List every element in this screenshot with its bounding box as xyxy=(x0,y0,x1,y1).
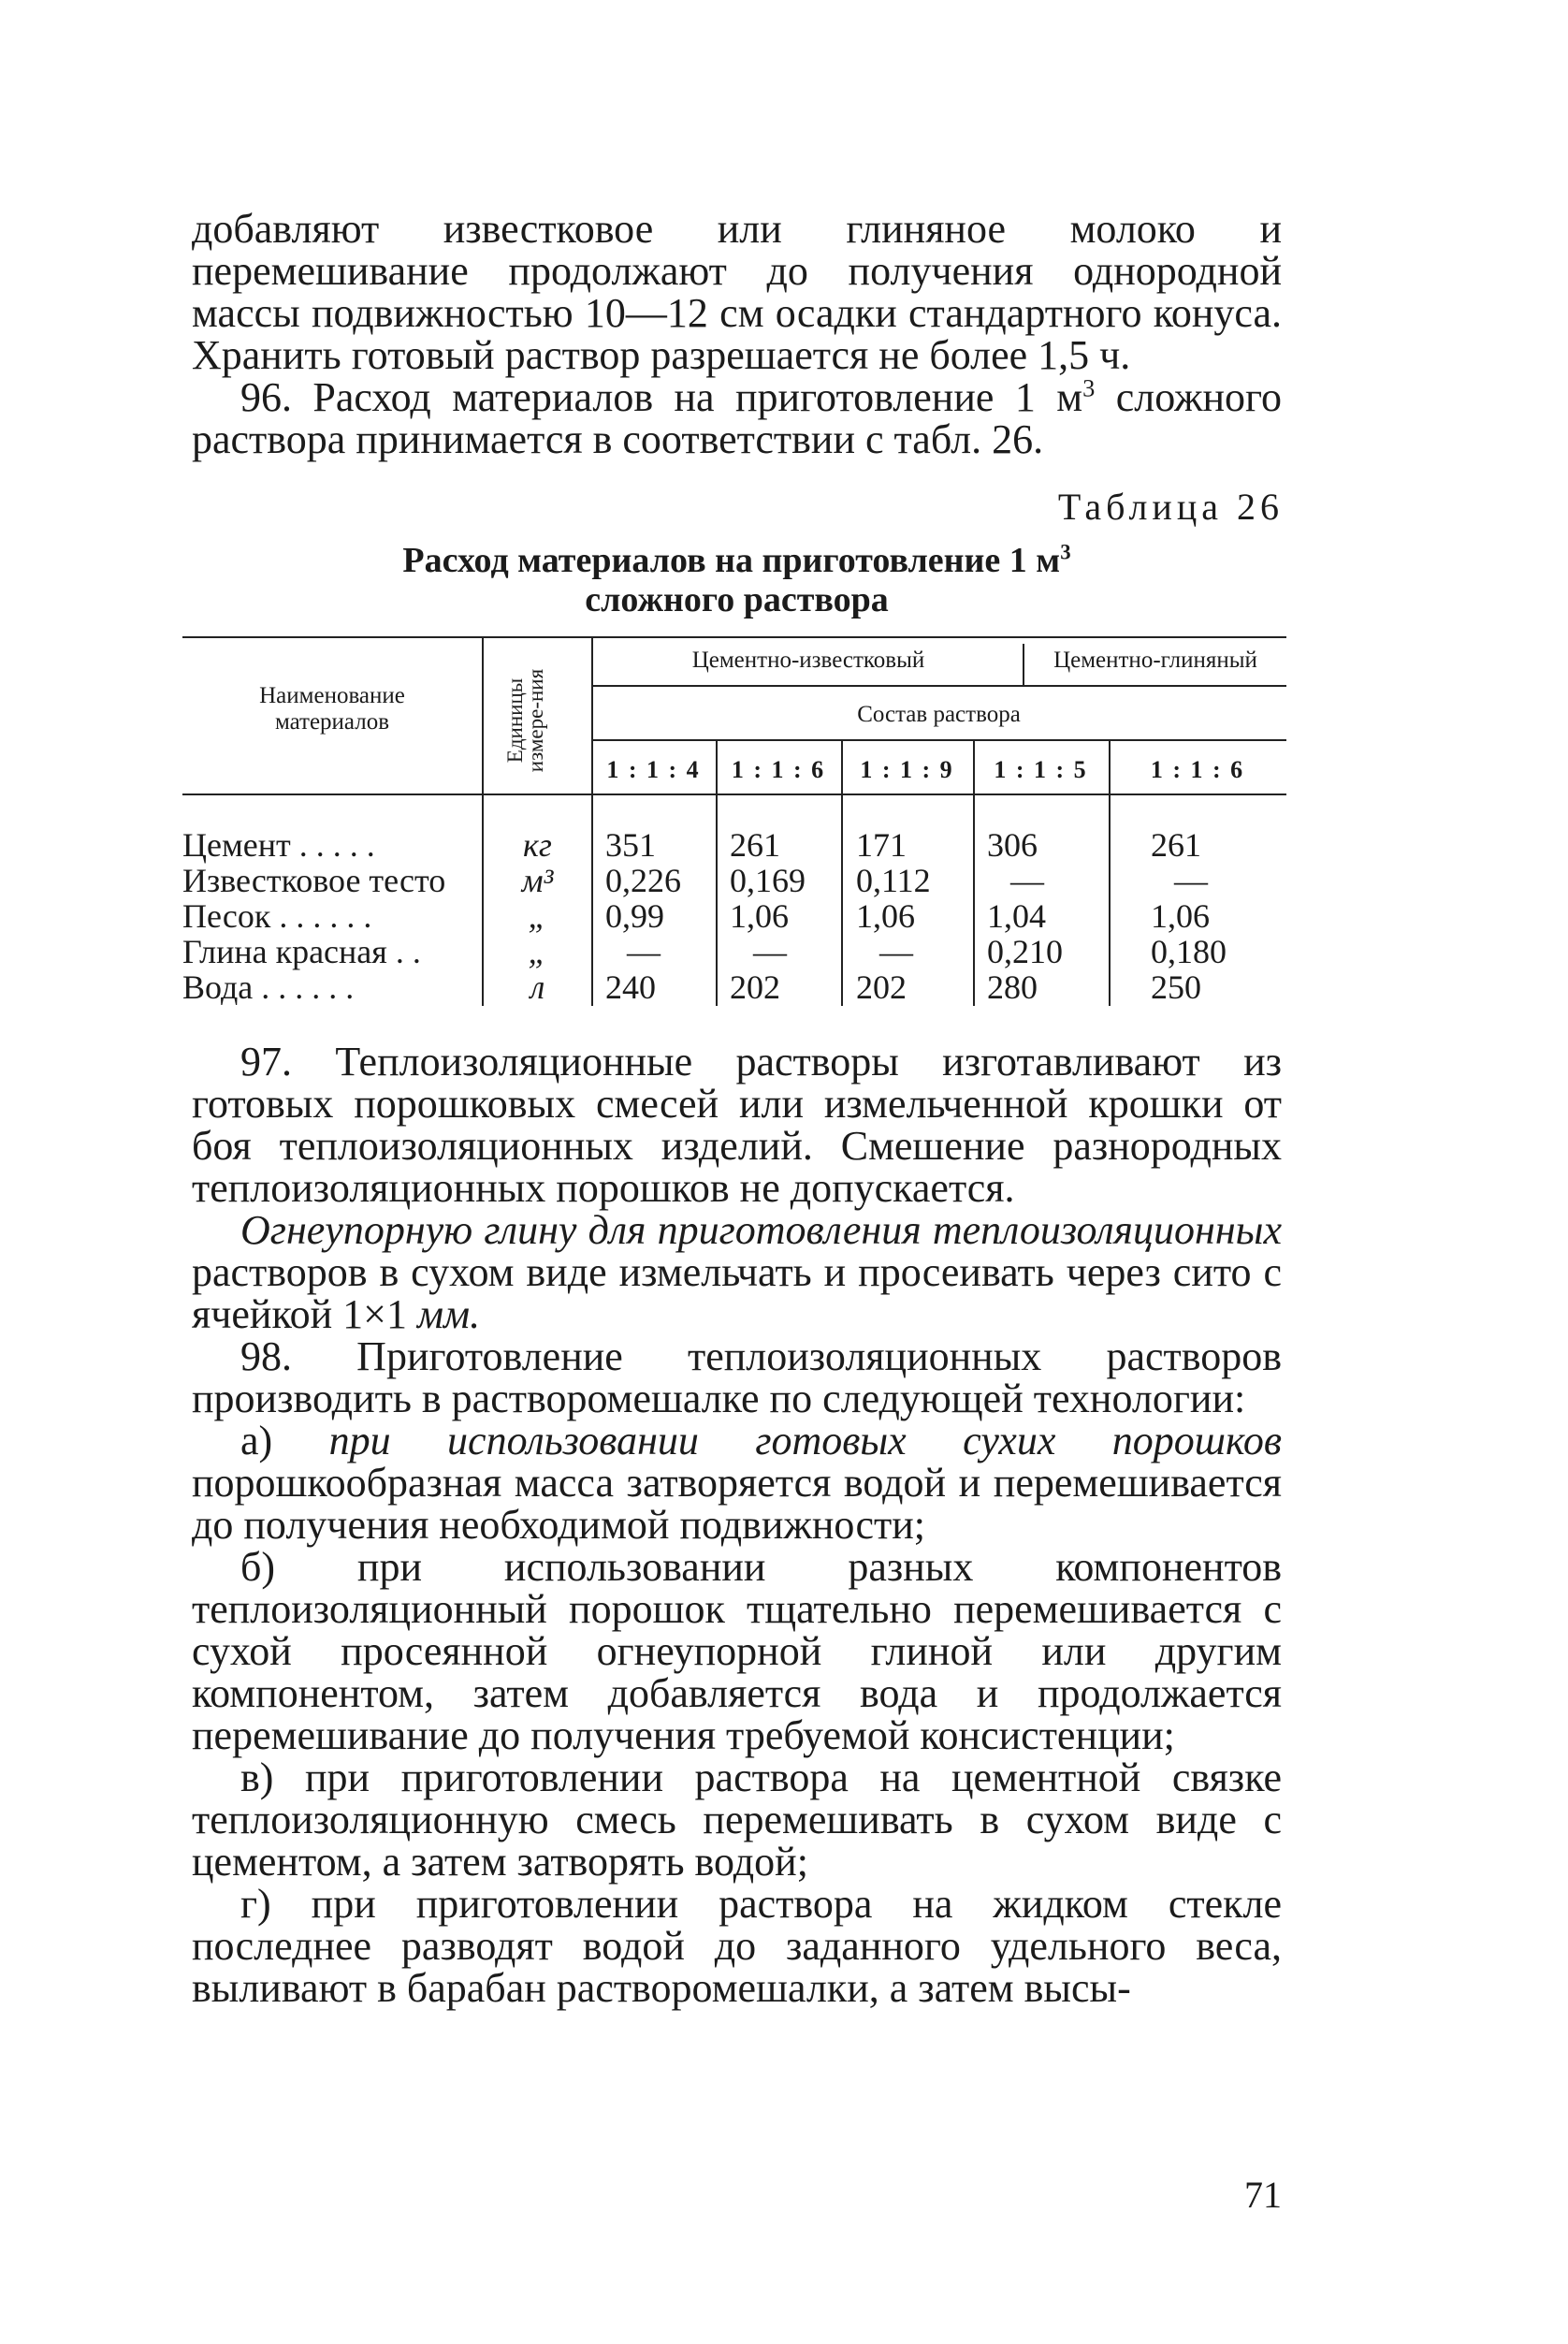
table-cell-name: Цемент . . . . . xyxy=(182,826,375,864)
table-cell: 0,226 xyxy=(605,862,681,899)
table-cell: 1,06 xyxy=(856,897,915,935)
table-cell-unit: „ xyxy=(528,897,547,935)
header-group-cement-lime: Цементно-известковый xyxy=(691,648,925,673)
header-ratio: 1 : 1 : 6 xyxy=(731,756,826,783)
table-cell: 171 xyxy=(856,826,907,864)
header-ratio: 1 : 1 : 5 xyxy=(994,756,1088,783)
table-cell: 250 xyxy=(1151,968,1201,1006)
header-ratio: 1 : 1 : 6 xyxy=(1150,756,1245,783)
table-header-bottom-rule xyxy=(182,793,1286,795)
table-cell-unit: м³ xyxy=(521,862,554,899)
page-number: 71 xyxy=(1244,2174,1282,2216)
table-cell: — xyxy=(879,933,913,970)
table-cell-name: Вода . . . . . . xyxy=(182,968,355,1006)
table-caption-number: Таблица 26 xyxy=(1057,486,1284,528)
table-cell: 0,180 xyxy=(1151,933,1227,970)
materials-table xyxy=(182,636,1286,1011)
paragraph-96: 96. Расход материалов на приготовление 1 $м^3$ сложного раствора принимается в соответствии с табл. 26. xyxy=(192,373,1282,462)
header-unit: Единицы измере-ния xyxy=(503,668,547,773)
table-cell: 261 xyxy=(730,826,780,864)
table-composition-rule xyxy=(591,739,1286,741)
table-cell: 0,169 xyxy=(730,862,806,899)
table-cell: 351 xyxy=(605,826,656,864)
header-group-cement-clay: Цементно-глиняный xyxy=(1053,648,1257,673)
list-item-v: в) при приготовлении раствора на цементной связке теплоизоляционную смесь перемешивать в сухом виде с цементом, а затем затворять водой; xyxy=(192,1754,1282,1885)
table-cell: — xyxy=(627,933,661,970)
table-cell-unit: л xyxy=(530,968,545,1006)
header-composition: Состав раствора xyxy=(857,702,1021,727)
paragraph-98: 98. Приготовление теплоизоляционных растворов производить в растворомешалке по следующей технологии: xyxy=(192,1333,1282,1421)
header-ratio: 1 : 1 : 4 xyxy=(606,756,701,783)
table-vline xyxy=(591,636,593,1006)
table-cell-unit: „ xyxy=(528,933,547,970)
table-cell-name: Известковое тесто xyxy=(182,862,446,899)
table-cell: 1,06 xyxy=(730,897,789,935)
table-cell: 0,210 xyxy=(987,933,1063,970)
header-ratio: 1 : 1 : 9 xyxy=(860,756,954,783)
list-item-g: г) при приготовлении раствора на жидком стекле последнее разводят водой до заданного удельного веса, выливают в барабан растворомешалки, а затем высы- xyxy=(192,1881,1282,2011)
list-item-a: а) при использовании готовых сухих порошков порошкообразная масса затворяется водой и перемешивается до получения необходимой подвижности; xyxy=(192,1418,1282,1548)
table-title: Расход материалов на приготовление 1 $м^3$ сложного раствора xyxy=(402,540,1071,619)
table-cell: 280 xyxy=(987,968,1038,1006)
paragraph-97-clay: Огнеупорную глину для приготовления теплоизоляционных растворов в сухом виде измельчать и просеивать через сито с ячейкой 1×1 мм. xyxy=(192,1207,1282,1337)
table-cell-unit: кг xyxy=(523,826,552,864)
table-cell: 261 xyxy=(1151,826,1201,864)
table-cell: 306 xyxy=(987,826,1038,864)
list-item-b: б) при использовании разных компонентов теплоизоляционный порошок тщательно перемешивается с сухой просеянной огнеупорной глиной или другим компонентом, затем добавляется вода и продолжается перемешивание до получения требуемой консистенции; xyxy=(192,1544,1282,1758)
table-cell-name: Песок . . . . . . xyxy=(182,897,372,935)
paragraph-continuation: добавляют известковое или глиняное молоко и перемешивание продолжают до получения однородной массы подвижностью 10—12 см осадки стандартного конуса. Хранить готовый раствор разрешается не более 1,5 ч. xyxy=(192,206,1282,378)
table-cell: 1,06 xyxy=(1151,897,1210,935)
table-cell: — xyxy=(1174,862,1208,899)
table-cell: 0,99 xyxy=(605,897,664,935)
table-cell: 0,112 xyxy=(856,862,931,899)
paragraph-97: 97. Теплоизоляционные растворы изготавливают из готовых порошковых смесей или измельченной крошки от боя теплоизоляционных изделий. Смешение разнородных теплоизоляционных порошков не допускается. xyxy=(192,1039,1282,1211)
table-cell: — xyxy=(753,933,787,970)
table-cell: 240 xyxy=(605,968,656,1006)
table-cell: 202 xyxy=(730,968,780,1006)
table-cell: — xyxy=(1010,862,1044,899)
table-cell: 1,04 xyxy=(987,897,1046,935)
table-top-rule xyxy=(182,636,1286,638)
header-material-name: Наименование материалов xyxy=(259,683,405,735)
table-cell-name: Глина красная . . xyxy=(182,933,421,970)
table-cell: 202 xyxy=(856,968,907,1006)
table-group-rule xyxy=(591,685,1286,687)
